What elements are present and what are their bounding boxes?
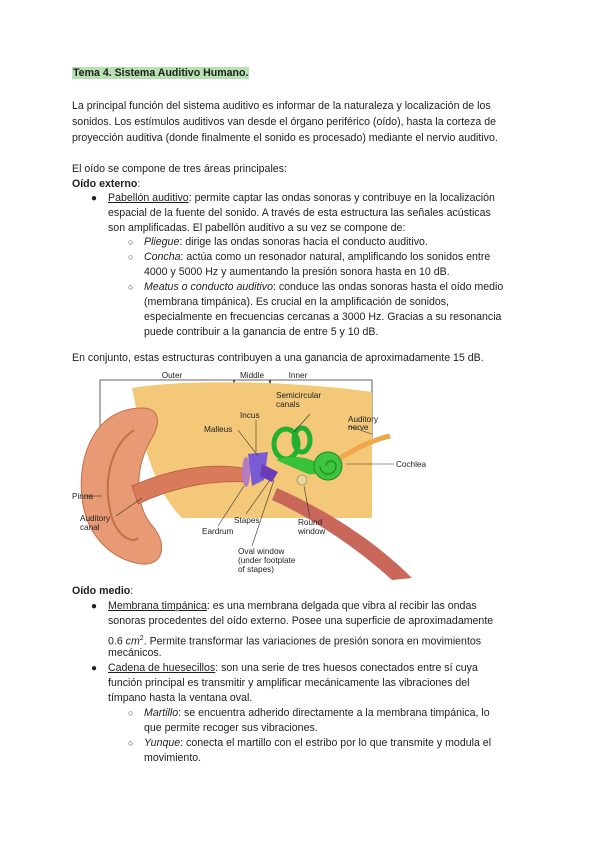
eardrum-shape <box>242 457 250 487</box>
intro-line-2: sonidos. Los estímulos auditivos van desde el órgano periférico (oído), hasta la corteza de <box>72 116 496 128</box>
label-stapes: Stapes <box>234 516 260 525</box>
cadena-line-3: tímpano hasta la ventana oval. <box>108 692 253 704</box>
label-incus: Incus <box>240 411 260 420</box>
pabellon-line-1: Pabellón auditivo: permite captar las ondas sonoras y contribuye en la localización <box>108 192 495 204</box>
label-round-1: Round <box>298 518 323 527</box>
pabellon-line-2: espacial de la fuente del sonido. A través de esta estructura las señales acústicas <box>108 207 491 219</box>
cadena-line-2: función principal es transmitir y amplificar mecánicamente las vibraciones del <box>108 677 470 689</box>
circle-bullet-icon: ○ <box>128 237 134 247</box>
temporal-bone <box>132 382 372 518</box>
label-middle: Middle <box>239 371 265 380</box>
cadena-line-1: Cadena de huesecillos: son una serie de tres huesos conectados entre sí cuya <box>108 662 478 674</box>
yunque-line-2: movimiento. <box>144 752 202 764</box>
meatus-line-4: puede contribuir a la ganancia de entre 5 y 10 dB. <box>144 326 379 338</box>
membrana-line-1: Membrana timpánica: es una membrana delgada que vibra al recibir las ondas <box>108 600 477 612</box>
concha-line-1: Concha: actúa como un resonador natural, amplificando los sonidos entre <box>144 251 491 263</box>
label-semicircular-2: canals <box>276 400 300 409</box>
label-auditory-nerve-1: Auditory <box>348 415 379 424</box>
membrana-line-4: mecánicos. <box>108 647 162 659</box>
label-outer: Outer <box>161 371 183 380</box>
membrana-line-2: sonoras procedentes del oído externo. Posee una superficie de aproximadamente <box>108 615 494 627</box>
label-oval-3: of stapes) <box>238 565 274 574</box>
label-malleus: Malleus <box>204 425 233 434</box>
bullet-icon: ● <box>91 663 98 674</box>
round-window-shape <box>297 475 307 485</box>
meatus-line-3: especialmente en frecuencias cercanas a 3000 Hz. Gracias a su resonancia <box>144 311 502 323</box>
meatus-line-2: (membrana timpánica). Es crucial en la amplificación de sonidos, <box>144 296 449 308</box>
yunque-line-1: Yunque: conecta el martillo con el estribo por lo que transmite y modula el <box>144 737 492 749</box>
label-oval-2: (under footplate <box>238 556 296 565</box>
circle-bullet-icon: ○ <box>128 282 134 292</box>
middle-ear-heading: Oído medio: <box>72 585 134 597</box>
pabellon-line-3: son amplificadas. El pabellón auditivo a su vez se compone de: <box>108 222 406 234</box>
circle-bullet-icon: ○ <box>128 252 134 262</box>
label-canal-1: Auditory <box>80 514 111 523</box>
pliegue-line: Pliegue: dirige las ondas sonoras hacia el conducto auditivo. <box>144 236 428 248</box>
intro-line-3: proyección auditiva (donde finalmente el sonido es procesado) mediante el nervio auditivo. <box>72 132 498 144</box>
label-oval-1: Oval window <box>238 547 285 556</box>
concha-line-2: 4000 y 5000 Hz y aumentando la presión sonora hasta en 10 dB. <box>144 266 450 278</box>
outer-summary: En conjunto, estas estructuras contribuyen a una ganancia de aproximadamente 15 dB. <box>72 352 484 364</box>
bullet-icon: ● <box>91 193 98 204</box>
membrana-line-3: 0.6 $cm^2$. Permite transformar las variaciones de presión sonora en movimientos <box>108 635 482 648</box>
circle-bullet-icon: ○ <box>128 738 134 748</box>
label-canal-2: canal <box>80 523 100 532</box>
martillo-line-1: Martillo: se encuentra adherido directamente a la membrana timpánica, lo <box>144 707 490 719</box>
label-pinna: Pinna <box>72 492 93 501</box>
label-semicircular-1: Semicircular <box>276 391 322 400</box>
intro-line-1: La principal función del sistema auditivo es informar de la naturaleza y localización de los <box>72 100 491 112</box>
cochlea-shape <box>314 452 342 480</box>
label-inner: Inner <box>288 371 308 380</box>
page-title: Tema 4. Sistema Auditivo Humano. <box>73 67 249 79</box>
label-cochlea: Cochlea <box>396 460 427 469</box>
areas-intro: El oído se compone de tres áreas principales: <box>72 163 287 175</box>
outer-ear-heading: Oído externo: <box>72 178 141 190</box>
meatus-line-1: Meatus o conducto auditivo: conduce las ondas sonoras hasta el oído medio <box>144 281 504 293</box>
bullet-icon: ● <box>91 601 98 612</box>
martillo-line-2: que permite recoger sus vibraciones. <box>144 722 318 734</box>
label-eardrum: Eardrum <box>202 527 234 536</box>
circle-bullet-icon: ○ <box>128 708 134 718</box>
label-round-2: window <box>298 527 326 536</box>
label-auditory-nerve-2: nerve <box>348 423 369 432</box>
ear-anatomy-figure <box>72 368 532 580</box>
